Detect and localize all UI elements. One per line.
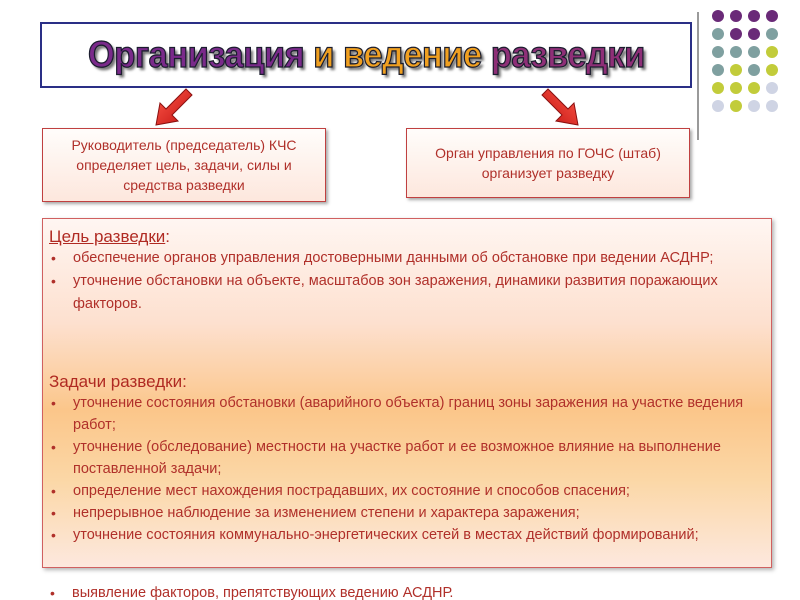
list-item: • уточнение (обследование) местности на участке работ и ее возможное влияние на выполнение поставленной задачи;: [43, 436, 771, 480]
tasks-overflow-list: [42, 582, 772, 600]
decorative-dot: [730, 28, 742, 40]
decorative-dot: [730, 64, 742, 76]
page-title: [88, 34, 645, 76]
list-item: • уточнение состояния коммунально-энергетических сетей в местах действий формирований;: [43, 524, 771, 546]
goal-heading: [49, 227, 771, 247]
commission-chairman-box: [42, 128, 326, 202]
decorative-dot: [748, 82, 760, 94]
commission-chairman-text: Руководитель (председатель) КЧС определяет цель, задачи, силы и средства разведки: [71, 137, 297, 193]
list-item: • уточнение обстановки на объекте, масштабов зон заражения, динамики развития поражающих факторов.: [43, 270, 771, 316]
list-item: • обеспечение органов управления достоверными данными об обстановке при ведении АСДНР;: [43, 247, 771, 270]
decorative-dot: [712, 64, 724, 76]
decorative-dot: [748, 100, 760, 112]
reconnaissance-content-panel: [42, 218, 772, 568]
arrow-down-right-icon: [540, 85, 584, 129]
decorative-dot: [766, 10, 778, 22]
title-box: [40, 22, 692, 88]
decorative-dot: [766, 100, 778, 112]
decorative-dot: [730, 10, 742, 22]
tasks-heading: Задачи разведки:: [49, 372, 187, 391]
decorative-dot: [748, 64, 760, 76]
decorative-dot: [712, 10, 724, 22]
title-word-reconnaissance: разведки: [490, 34, 645, 75]
decorative-dot: [712, 28, 724, 40]
title-word-and-conduct: и ведение: [312, 34, 482, 75]
list-item: • выявление факторов, препятствующих ведению АСДНР.: [42, 582, 772, 600]
decorative-dot: [748, 10, 760, 22]
decorative-dot: [766, 28, 778, 40]
decorative-dot: [712, 46, 724, 58]
decorative-divider: [697, 12, 699, 140]
tasks-list: [43, 392, 771, 546]
decorative-dot: [730, 82, 742, 94]
civil-defense-authority-box: [406, 128, 690, 198]
decorative-dot: [766, 46, 778, 58]
decorative-dot: [766, 82, 778, 94]
list-item: • непрерывное наблюдение за изменением степени и характера заражения;: [43, 502, 771, 524]
decorative-dot: [712, 100, 724, 112]
goal-list: [43, 247, 771, 316]
civil-defense-authority-text: Орган управления по ГОЧС (штаб) организует разведку: [435, 145, 661, 181]
tasks-section: [43, 372, 771, 546]
decorative-dot: [730, 100, 742, 112]
goal-section: [43, 227, 771, 316]
list-item: • определение мест нахождения пострадавших, их состояние и способов спасения;: [43, 480, 771, 502]
list-item: • уточнение состояния обстановки (аварийного объекта) границ зоны заражения на участке ведения работ;: [43, 392, 771, 436]
goal-heading-colon: :: [165, 227, 170, 246]
title-word-organization: Организация: [87, 34, 304, 75]
decorative-dot: [712, 82, 724, 94]
decorative-dot: [730, 46, 742, 58]
decorative-dot: [748, 46, 760, 58]
decorative-dot: [748, 28, 760, 40]
arrow-down-left-icon: [150, 85, 194, 129]
decorative-dot: [766, 64, 778, 76]
goal-heading-label: Цель разведки: [49, 227, 166, 246]
